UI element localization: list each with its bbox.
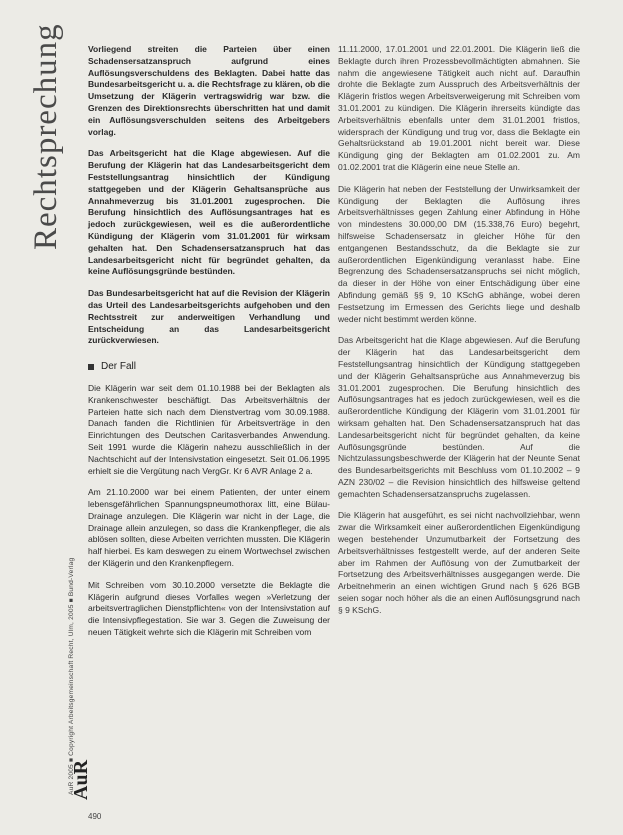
right-column — [338, 44, 580, 627]
summary-paragraph-2: Das Arbeitsgericht hat die Klage abgewiesen. Auf die Berufung der Klägerin hat das Landesarbeitsgericht dem Feststellungsantrag hinsichtlich der Kündigung stattgegeben und der Klägerin Gehaltsansprüche aus Annahmeverzug bis 31.01.2001 zugesprochen. Die Berufung hinsichtlich des Auflösungsantrages hat es jedoch zurückgewiesen, weil es die außerordentliche Kündigung der Klägerin vom 31.01.2001 für wirksam gehalten hat. Den Schadensersatzanspruch hat das Landesarbeitsgericht nicht für begründet gehalten, da keine Auflösungsgründe bestünden. — [88, 148, 330, 277]
heading-text: Der Fall — [101, 361, 137, 373]
square-bullet-icon — [88, 364, 94, 370]
section-heading-der-fall — [88, 361, 330, 373]
fall-paragraph-3: Mit Schreiben vom 30.10.2000 versetzte die Beklagte die Klägerin aufgrund dieses Vorfalles wegen »Verletzung der arbeitsvertraglichen Dienstpflichten« von der Intensivstation auf die Intensivpflegestation. Sie war 3. Gegen die Zuweisung der neuen Tätigkeit wehrte sich die Klägerin mit Schreiben vom — [88, 579, 330, 638]
fall-paragraph-1: Die Klägerin war seit dem 01.10.1988 bei der Beklagten als Krankenschwester beschäftigt. Das Arbeitsverhältnis der Parteien hatte sich nach dem Dienstvertrag vom 30.09.1988. Danach fanden die Richtlinien für Arbeitsverträge in den Einrichtungen des Deutschen Caritasverbandes Anwendung. Seit 1991 wurde die Klägerin nahezu ausschließlich in der Nachtschicht auf der Intensivstation eingesetzt. Seit 01.06.1995 erhielt sie die Vergütung nach VergGr. Kr 6 AVR Anlage 2 a. — [88, 382, 330, 476]
right-paragraph-2: Die Klägerin hat neben der Feststellung der Unwirksamkeit der Kündigung der Beklagten die Auflösung ihres Arbeitsverhältnisses gegen Zahlung einer Abfindung in Höhe von mindestens 30.000,00 DM (15.338,76 Euro) begehrt, hilfsweise Schadensersatz in gleicher Höhe für den entgangenen Bestandsschutz, da die Beklagte sie zur außerordentlichen Eigenkündigung veranlasst habe. Eine Begrenzung des Schadensersatzanspruchs sei nicht möglich, da dieser in der Höhe von einer Entschädigung über eine Abfindung gemäß §§ 9, 10 KSchG abhänge, wobei deren Festsetzung im Ermessen des Gerichts liege und deshalb weder nicht bestimmt werden könne. — [338, 183, 580, 324]
fall-paragraph-2: Am 21.10.2000 war bei einem Patienten, der unter einem lebensgefährlichen Spannungspneumothorax litt, eine Bülau-Drainage anzulegen. Die Klägerin war nicht in der Lage, die Drainage allein anzulegen, so dass die Krankenpfleger, die als ablösen sollten, diese Arbeiten verrichten mussten. Die Klägerin half hierbei. Es kam deswegen zu einem Wortwechsel zwischen der Klägerin und den Krankenpflegern. — [88, 487, 330, 569]
section-title: Rechtsprechung — [28, 23, 64, 250]
journal-logo: AuR — [70, 759, 92, 800]
page-number: 490 — [88, 812, 102, 821]
right-paragraph-4: Die Klägerin hat ausgeführt, es sei nicht nachvollziehbar, wenn zwar die Wirksamkeit einer außerordentlichen Eigenkündigung wegen bestehender Unzumutbarkeit der Fortsetzung des Arbeitsverhältnisses festgestellt werde, auf der anderen Seite aber im Rahmen der Auflösung von der Zumutbarkeit der Fortsetzung des Arbeitsverhältnisses ausgegangen werde. Die Arbeitnehmerin an einen wichtigen Grund nach § 626 BGB seien sogar noch höher als die an einen Auflösungsgrund nach § 9 KSchG. — [338, 510, 580, 615]
right-paragraph-3: Das Arbeitsgericht hat die Klage abgewiesen. Auf die Berufung der Klägerin hat das Landesarbeitsgericht dem Feststellungsantrag hinsichtlich der Kündigung stattgegeben und der Klägerin Gehaltsansprüche aus Annahmeverzug bis 31.01.2001 zugesprochen. Die Berufung hinsichtlich des Auflösungsantrages hat es jedoch zurückgewiesen, weil es die außerordentliche Kündigung der Klägerin vom 31.01.2001 für wirksam gehalten hat. Den Schadensersatzanspruch hat das Landesarbeitsgericht nicht für begründet gehalten, da keine Auflösungsgründe bestünden. Auf die Nichtzulassungsbeschwerde der Klägerin hat der Neunte Senat des Bundesarbeitsgerichts mit Beschluss vom 01.10.2002 – 9 AZN 230/02 – die Revision hinsichtlich des hilfsweise geltend gemachten Schadensersatzanspruchs zugelassen. — [338, 335, 580, 499]
right-paragraph-1: 11.11.2000, 17.01.2001 und 22.01.2001. Die Klägerin ließ die Beklagte durch ihren Prozessbevollmächtigten abmahnen. Sie nahm die angewiesene Tätigkeit auch nicht auf. Daraufhin drohte die Beklagte zum Ausspruch des Arbeitsverhältnis der Klägerin fristlos wegen Arbeitsverweigerung mit Schreiben vom 31.01.2001 zu kündigen. Die Klägerin ihrerseits kündigte das Arbeitsverhältnis ebenfalls unter dem 31.01.2001 fristlos, widersprach der Kündigung und trug vor, dass die Beklagte ein Gehaltsrückstand ab 19.01.2001 nicht bereit war. Diese Kündigung ging der Beklagten am 01.02.2001 zu. Am 01.02.2001 trat die Klägerin eine neue Stelle an. — [338, 44, 580, 172]
summary-paragraph-3: Das Bundesarbeitsgericht hat auf die Revision der Klägerin das Urteil des Landesarbeitsgerichts aufgehoben und den Rechtsstreit zur anderweitigen Verhandlung und Entscheidung an das Landesarbeitsgericht zurückverwiesen. — [88, 288, 330, 346]
left-column — [88, 44, 330, 649]
footer-line: AuR 2005 ■ Copyright Arbeitsgemeinschaft Recht, Ulm, 2005 ■ Bund-Verlag — [68, 557, 75, 795]
summary-paragraph-1: Vorliegend streiten die Parteien über einen Schadensersatzanspruch aufgrund eines Auflösungsverschuldens des Beklagten. Dabei hatte das Bundesarbeitsgericht u. a. die Rechtsfrage zu klären, ob die Umsetzung der Klägerin vertragswidrig war bzw. die Grenzen des Direktionsrechts überschritten hat und damit ein Auflösungsverschulden seitens des Arbeitgebers vorlag. — [88, 44, 330, 137]
